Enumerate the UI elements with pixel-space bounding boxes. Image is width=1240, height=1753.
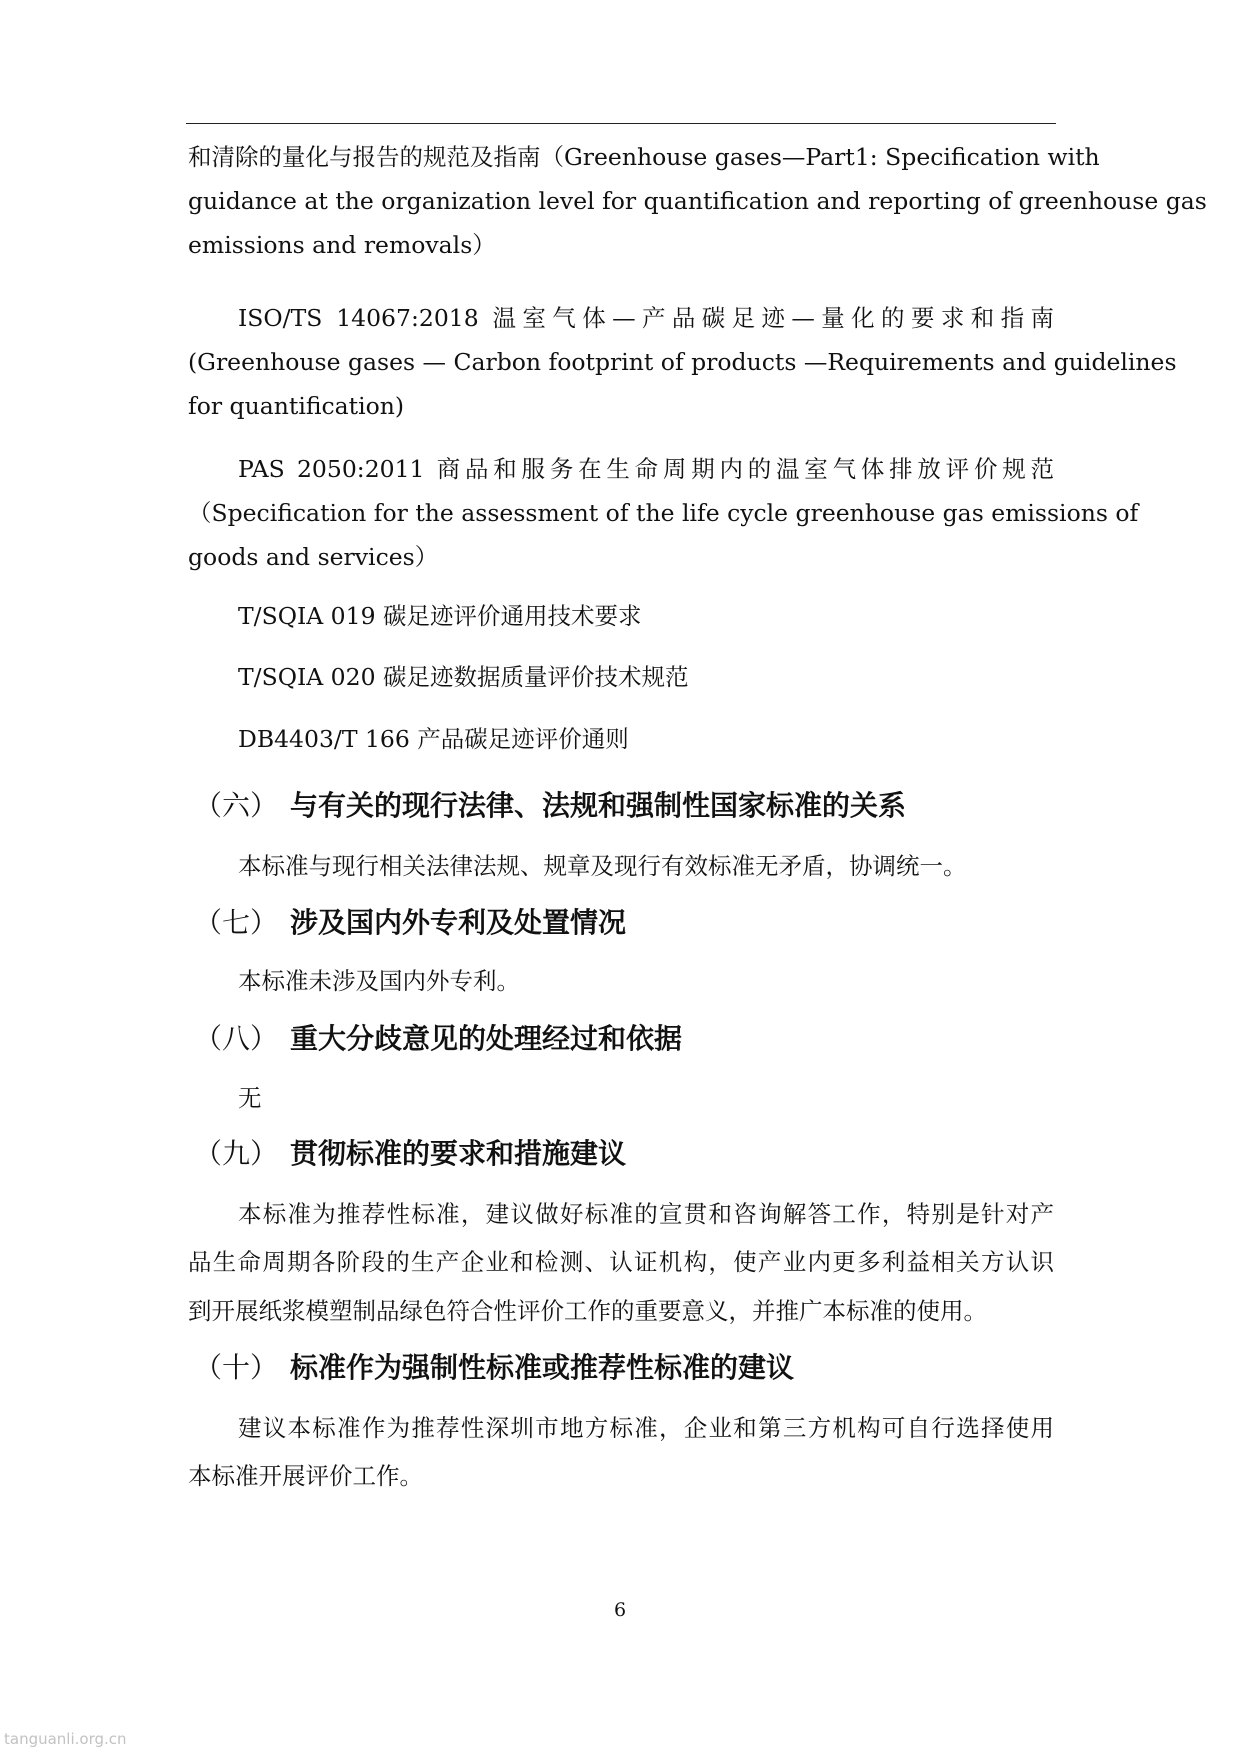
reference-pas2050-line-1: PAS 2050:2011 商品和服务在生命周期内的温室气体排放评价规范 bbox=[238, 455, 1054, 483]
reference-iso14067-line-1: ISO/TS 14067:2018 温室气体—产品碳足迹—量化的要求和指南 bbox=[238, 304, 1054, 332]
section-9-title: 贯彻标准的要求和措施建议 bbox=[290, 1137, 627, 1170]
reference-iso14067-line-3: for quantification) bbox=[188, 392, 405, 420]
reference-iso14064-line-3: emissions and removals） bbox=[188, 231, 496, 259]
section-9-heading bbox=[194, 1137, 626, 1171]
reference-tsqia019: T/SQIA 019 碳足迹评价通用技术要求 bbox=[238, 602, 642, 630]
section-8-body: 无 bbox=[238, 1084, 262, 1112]
section-7-heading bbox=[194, 906, 626, 940]
section-9-body-line-3: 到开展纸浆模塑制品绿色符合性评价工作的重要意义，并推广本标准的使用。 bbox=[188, 1297, 987, 1325]
reference-pas2050-line-2: （Specification for the assessment of the life cycle greenhouse gas emissions of bbox=[188, 499, 1139, 527]
reference-tsqia020: T/SQIA 020 碳足迹数据质量评价技术规范 bbox=[238, 663, 689, 691]
watermark: tanguanli.org.cn bbox=[4, 1730, 127, 1748]
reference-db4403: DB4403/T 166 产品碳足迹评价通则 bbox=[238, 725, 629, 753]
reference-iso14064-line-2: guidance at the organization level for quantification and reporting of greenhouse gas bbox=[188, 187, 1207, 215]
section-9-body-line-2: 品生命周期各阶段的生产企业和检测、认证机构，使产业内更多利益相关方认识 bbox=[188, 1248, 1054, 1276]
section-8-number: （八） bbox=[194, 1022, 279, 1055]
section-9-body-line-1: 本标准为推荐性标准，建议做好标准的宣贯和咨询解答工作，特别是针对产 bbox=[238, 1200, 1054, 1228]
section-10-heading bbox=[194, 1351, 794, 1385]
section-7-title: 涉及国内外专利及处置情况 bbox=[290, 906, 627, 939]
reference-pas2050-line-3: goods and services） bbox=[188, 543, 439, 571]
reference-iso14067-line-2: (Greenhouse gases — Carbon footprint of products —Requirements and guidelines bbox=[188, 348, 1177, 376]
reference-iso14064-line-1: 和清除的量化与报告的规范及指南（Greenhouse gases—Part1: Specification with bbox=[188, 143, 1100, 171]
section-8-title: 重大分歧意见的处理经过和依据 bbox=[290, 1022, 683, 1055]
section-6-number: （六） bbox=[194, 789, 279, 822]
section-10-number: （十） bbox=[194, 1351, 279, 1384]
section-6-body: 本标准与现行相关法律法规、规章及现行有效标准无矛盾，协调统一。 bbox=[238, 852, 967, 880]
section-9-number: （九） bbox=[194, 1137, 279, 1170]
section-6-title: 与有关的现行法律、法规和强制性国家标准的关系 bbox=[290, 789, 907, 822]
section-7-number: （七） bbox=[194, 906, 279, 939]
section-7-body: 本标准未涉及国内外专利。 bbox=[238, 967, 520, 995]
section-10-title: 标准作为强制性标准或推荐性标准的建议 bbox=[290, 1351, 795, 1384]
section-6-heading bbox=[194, 789, 906, 823]
page-number: 6 bbox=[613, 1599, 627, 1621]
section-8-heading bbox=[194, 1022, 682, 1056]
header-rule bbox=[186, 123, 1056, 124]
section-10-body-line-1: 建议本标准作为推荐性深圳市地方标准，企业和第三方机构可自行选择使用 bbox=[238, 1414, 1054, 1442]
section-10-body-line-2: 本标准开展评价工作。 bbox=[188, 1462, 423, 1490]
